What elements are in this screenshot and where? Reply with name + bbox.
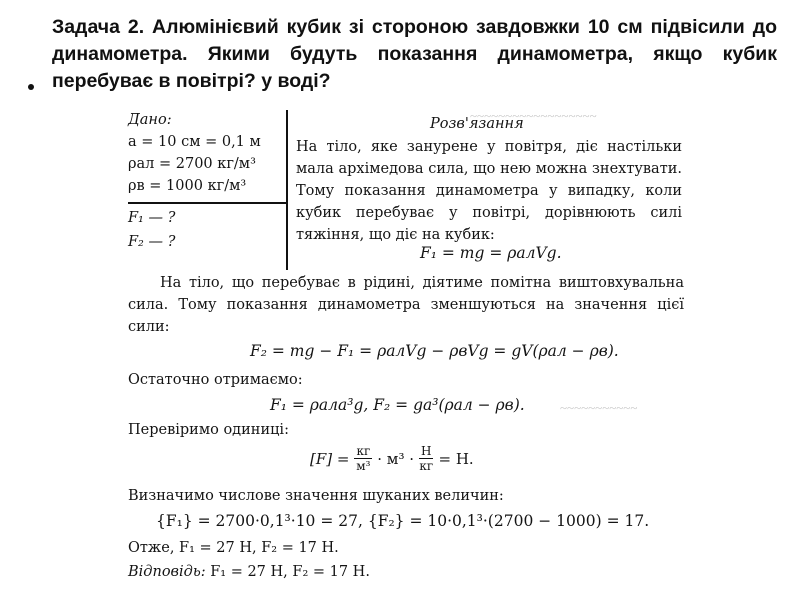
solution-paragraph-1: На тіло, яке занурене у повітря, діє настільки мала архімедова сила, що нею можна знехтувати. Тому показання динамометра у випадку, коли кубик перебуває у повітрі, дорівнюють силі тяжіння, що діє на кубик: xyxy=(296,139,682,243)
bleed-through-text: ~~~~~~~~~~~~~~~~~~ xyxy=(470,108,597,123)
units-lhs: [F] = xyxy=(310,449,350,468)
units-num-2: Н xyxy=(421,444,432,458)
numeric-values: {F₁} = 2700·0,1³·10 = 27, {F₂} = 10·0,1³·(2700 − 1000) = 17. xyxy=(156,512,650,530)
answer-value: F₁ = 27 Н, F₂ = 17 Н. xyxy=(210,564,370,580)
bleed-through-text: ~~~~~~~~~~~ xyxy=(560,400,638,415)
formula-final: F₁ = ρалa³g, F₂ = ga³(ρал − ρв). xyxy=(270,396,525,414)
formula-f1: F₁ = mg = ρалVg. xyxy=(420,244,562,262)
given-rho-al: ρал = 2700 кг/м³ xyxy=(128,156,256,172)
units-num-1: кг xyxy=(356,444,371,458)
margin-dot xyxy=(28,84,34,90)
given-block xyxy=(128,110,288,268)
given-heading: Дано: xyxy=(128,112,172,128)
unknown-f2: F₂ — ? xyxy=(128,234,176,250)
given-a: a = 10 см = 0,1 м xyxy=(128,134,261,150)
units-den-1: м³ xyxy=(356,459,371,473)
formula-f2: F₂ = mg − F₁ = ρалVg − ρвVg = gV(ρал − ρв). xyxy=(250,342,619,360)
unknown-f1: F₁ — ? xyxy=(128,210,176,226)
units-middle: · м³ · xyxy=(377,449,415,468)
given-divider-vertical xyxy=(286,110,288,270)
units-rhs: = Н. xyxy=(438,449,474,468)
conclusion: Отже, F₁ = 27 Н, F₂ = 17 Н. xyxy=(128,540,339,556)
answer-label: Відповідь: xyxy=(128,564,206,580)
solution-heading: Розв'язання xyxy=(430,116,524,132)
check-label: Перевіримо одиниці: xyxy=(128,422,289,438)
units-den-2: кг xyxy=(419,459,434,473)
task-title: Задача 2. Алюмінієвий кубик зі стороною завдовжки 10 см підвісили до динамометра. Якими будуть показання динамометра, якщо кубик перебуває в повітрі? у воді? xyxy=(52,16,777,92)
numeric-label: Визначимо числове значення шуканих величин: xyxy=(128,488,504,504)
result-label: Остаточно отримаємо: xyxy=(128,372,303,388)
solution-paragraph-2: На тіло, що перебуває в рідині, діятиме помітна виштовхувальна сила. Тому показання динамометра зменшуються на значення цієї сили: xyxy=(128,275,684,335)
units-fraction-1 xyxy=(354,444,372,473)
units-check xyxy=(310,444,474,473)
given-divider-horizontal xyxy=(128,202,286,204)
answer-line xyxy=(128,562,370,582)
units-fraction-2 xyxy=(419,444,433,473)
given-rho-w: ρв = 1000 кг/м³ xyxy=(128,178,247,194)
